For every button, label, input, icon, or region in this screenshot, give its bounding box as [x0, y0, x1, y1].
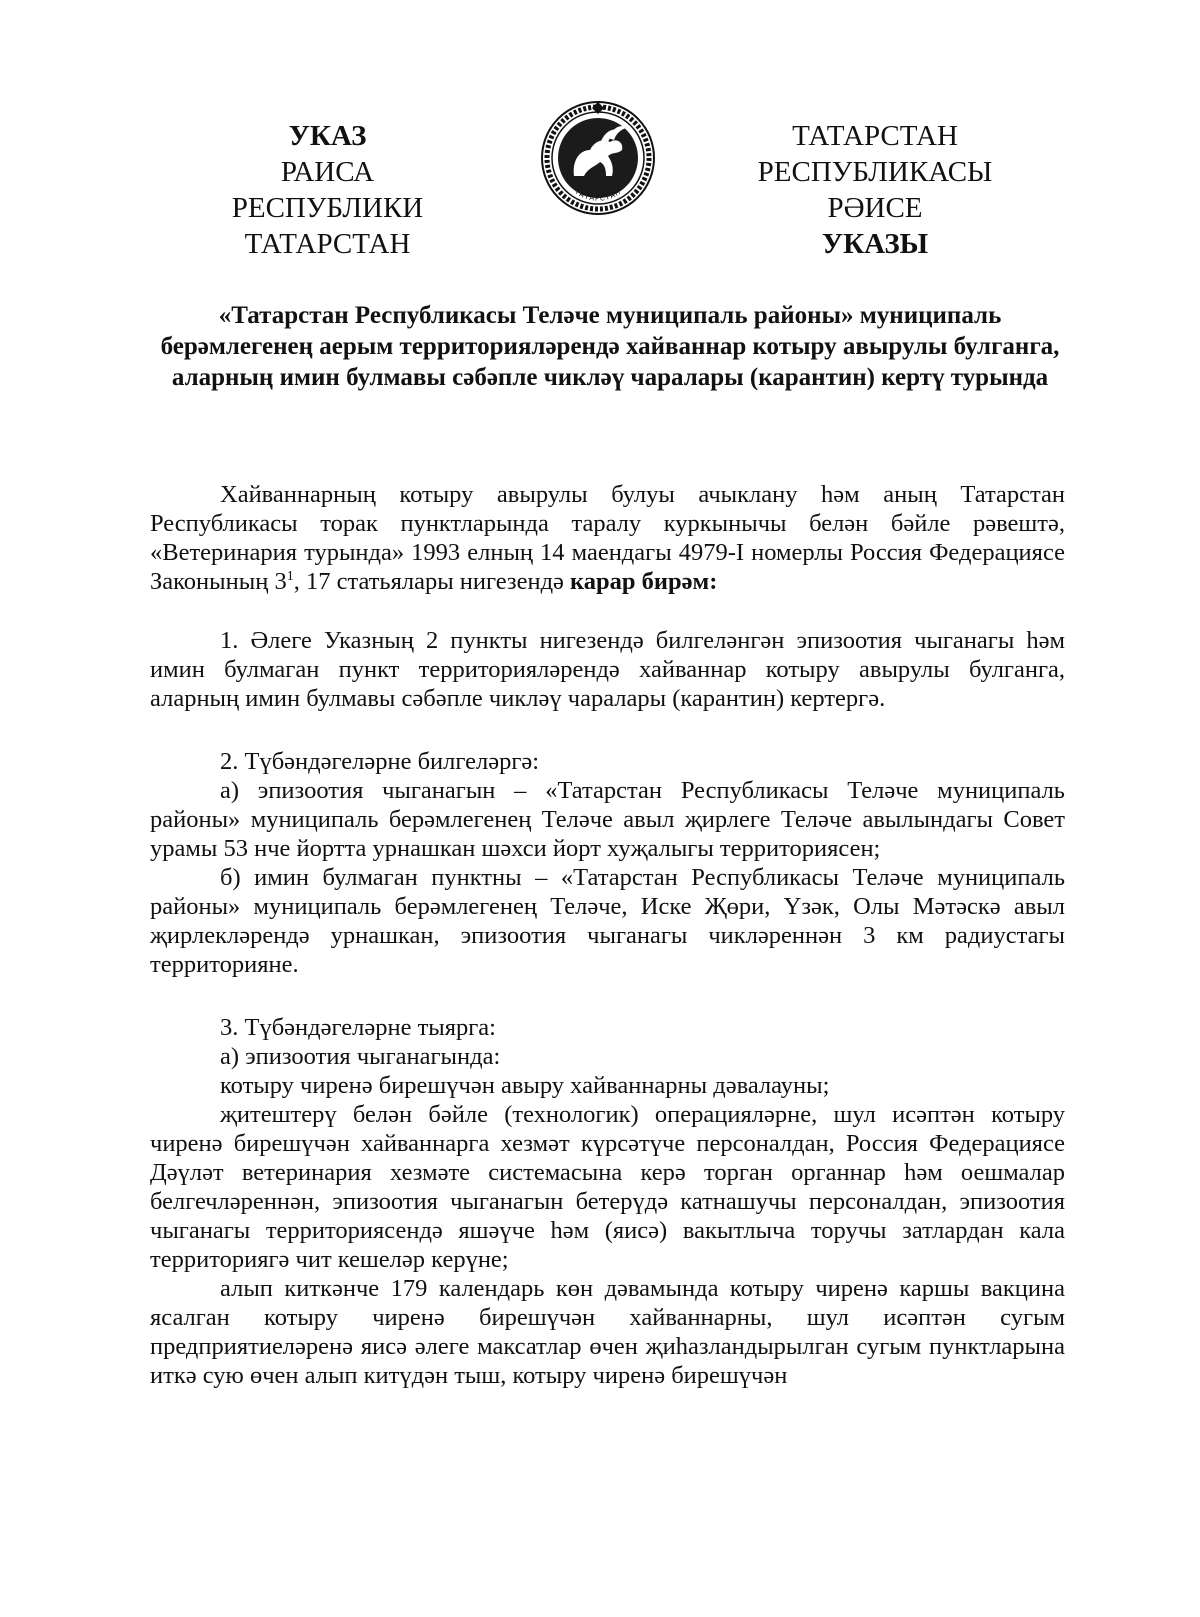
header-tatar — [685, 118, 1065, 262]
header-left-line1: УКАЗ — [288, 120, 367, 152]
document-title: «Татарстан Республикасы Теләче муниципаль районы» муниципаль берәмлегенең аерым территорияләрендә хайваннар котыру авырулы булганга, аларның имин булмавы сәбәпле чикләү чаралары (карантин) кертү турында — [160, 302, 1060, 391]
paragraph-3-title: 3. Түбәндәгеләрне тыярга: — [220, 1014, 496, 1041]
paragraph-2a: а) эпизоотия чыганагын – «Татарстан Республикасы Теләче муниципаль районы» муниципаль берәмлегенең Теләче авыл җирлеге Теләче авылындагы Совет урамы 53 нче йортта урнашкан шәхси йорт хуҗалыгы территориясен; — [150, 777, 1065, 862]
header-right-line3: УКАЗЫ — [821, 228, 929, 260]
document-header — [0, 118, 1200, 260]
document-body — [150, 480, 1065, 1390]
paragraph-3a-1: котыру чиренә бирешүчән авыру хайваннарны дәвалауны; — [220, 1072, 830, 1099]
header-russian — [150, 118, 505, 262]
paragraph-3a-3: алып киткәнче 179 календарь көн дәвамында котыру чиренә каршы вакцина ясалган котыру чиренә бирешүчән хайваннарны, шул исәптән сугым предприятиеләренә яисә әлеге максатлар өчен җиһазландырылган сугым пунктларына иткә сую өчен алып китүдән тыш, котыру чиренә бирешүчән — [150, 1275, 1065, 1389]
header-right-line2: РӘИСЕ — [827, 192, 923, 224]
preamble-paragraph — [150, 480, 1065, 596]
paragraph-1: 1. Әлеге Указның 2 пункты нигезендә билгеләнгән эпизоотия чыганагы һәм имин булмаган пункт территорияләрендә хайваннар котыру авырулы булганга, аларның имин булмавы сәбәпле чикләү чаралары (карантин) кертергә. — [150, 627, 1065, 712]
emblem-text: ТАТАРСТАН — [573, 187, 623, 203]
tatarstan-coat-of-arms-icon — [538, 98, 658, 218]
preamble-text: Хайваннарның котыру авырулы булуы ачыклану һәм аның Татарстан Республикасы торак пунктларында таралу куркынычы белән бәйле рәвештә, «Ветеринария турында» 1993 елның 14 маендагы 4979-I номерлы Россия Федерациясе Законының 3 — [150, 481, 1065, 595]
preamble-bold-end: карар бирәм: — [570, 568, 718, 595]
paragraph-3a-2: җитештерү белән бәйле (технологик) операцияләрне, шул исәптән котыру чиренә бирешүчән хайваннарга хезмәт күрсәтүче персоналдан, Россия Федерациясе Дәүләт ветеринария хезмәте системасына керә торган органнар һәм оешмалар белгечләреннән, эпизоотия чыганагын бетерүдә катнашучы персоналдан, эпизоотия чыганагы территориясендә яшәүче һәм (яисә) вакытлыча торучы затлардан кала территориягә чит кешеләр керүне; — [150, 1101, 1065, 1273]
paragraph-3a: а) эпизоотия чыганагында: — [220, 1043, 501, 1070]
header-left-line3: РЕСПУБЛИКИ ТАТАРСТАН — [231, 192, 424, 260]
preamble-text-cont: , 17 статьялары нигезендә — [293, 568, 571, 595]
preamble-superscript: 1 — [286, 568, 294, 584]
header-right-line1: ТАТАРСТАН РЕСПУБЛИКАСЫ — [757, 120, 993, 188]
paragraph-2-title: 2. Түбәндәгеләрне билгеләргә: — [220, 748, 540, 775]
header-left-line2: РАИСА — [280, 156, 375, 188]
paragraph-2b: б) имин булмаган пунктны – «Татарстан Республикасы Теләче муниципаль районы» муниципаль берәмлегенең Теләче, Иске Җөри, Үзәк, Олы Мәтәскә авыл җирлекләрендә урнашкан, эпизоотия чыганагы чикләреннән 3 км радиустагы территорияне. — [150, 864, 1065, 978]
